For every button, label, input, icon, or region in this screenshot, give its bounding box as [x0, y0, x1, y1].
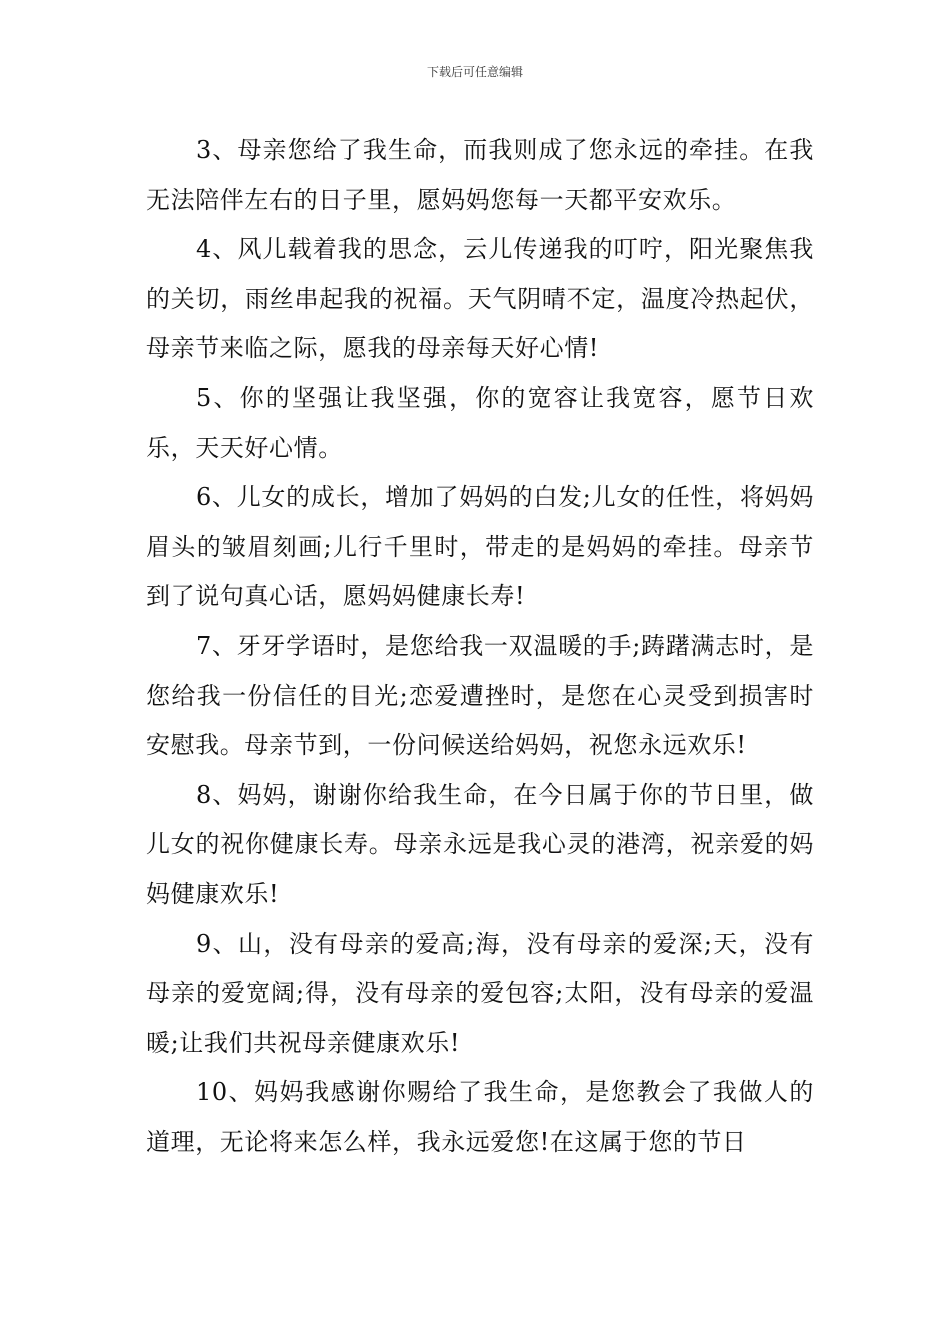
paragraph-9: 9、山，没有母亲的爱高;海，没有母亲的爱深;天，没有母亲的爱宽阔;得，没有母亲的爱包容;太阳，没有母亲的爱温暖;让我们共祝母亲健康欢乐!	[146, 929, 814, 1057]
page-header: 下载后可任意编辑	[426, 65, 523, 79]
paragraph-3: 3、母亲您给了我生命，而我则成了您永远的牵挂。在我无法陪伴左右的日子里，愿妈妈您每一天都平安欢乐。	[146, 136, 814, 214]
paragraph-7: 7、牙牙学语时，是您给我一双温暖的手;踌躇满志时，是您给我一份信任的目光;恋爱遭挫时，是您在心灵受到损害时安慰我。母亲节到，一份问候送给妈妈，祝您永远欢乐!	[146, 631, 814, 760]
paragraph-4: 4、风儿载着我的思念，云儿传递我的叮咛，阳光聚焦我的关切，雨丝串起我的祝福。天气阴晴不定，温度冷热起伏，母亲节来临之际，愿我的母亲每天好心情!	[146, 235, 814, 363]
document-body	[146, 126, 814, 1167]
paragraph-10: 10、妈妈我感谢你赐给了我生命，是您教会了我做人的道理，无论将来怎么样，我永远爱您!在这属于您的节日	[146, 1078, 814, 1156]
paragraph-5: 5、你的坚强让我坚强，你的宽容让我宽容，愿节日欢乐，天天好心情。	[146, 383, 814, 462]
paragraph-6: 6、儿女的成长，增加了妈妈的白发;儿女的任性，将妈妈眉头的皱眉刻画;儿行千里时，带走的是妈妈的牵挂。母亲节到了说句真心话，愿妈妈健康长寿!	[146, 483, 814, 611]
paragraph-8: 8、妈妈，谢谢你给我生命，在今日属于你的节日里，做儿女的祝你健康长寿。母亲永远是我心灵的港湾，祝亲爱的妈妈健康欢乐!	[146, 780, 814, 908]
